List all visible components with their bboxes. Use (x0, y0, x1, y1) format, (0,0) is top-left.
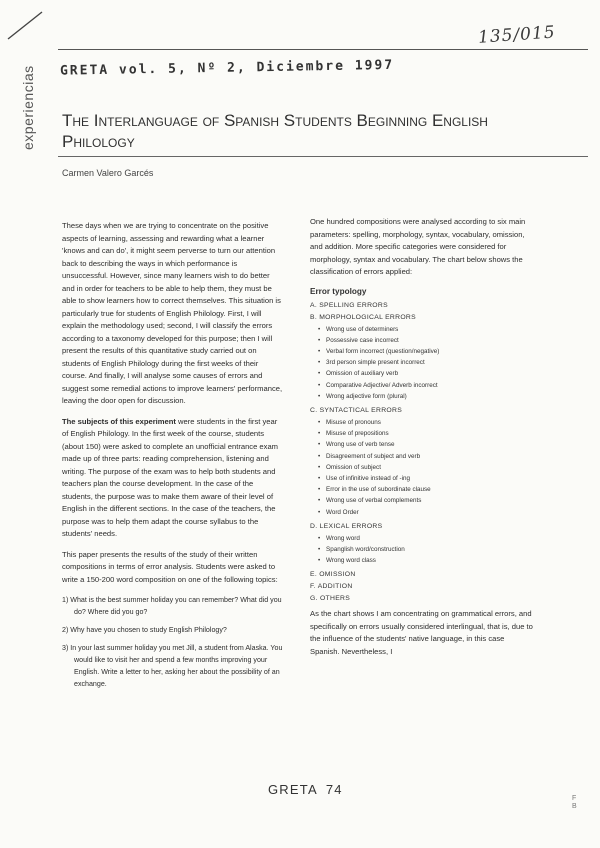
author-name: Carmen Valero Garcés (62, 168, 154, 178)
error-group-items (310, 417, 534, 518)
page-footer (268, 782, 343, 797)
left-column (62, 220, 284, 696)
error-group-label: D. LEXICAL ERRORS (310, 522, 383, 530)
page-number: 74 (325, 782, 343, 797)
article-title: The Interlanguage of Spanish Students Beginning English Philology (62, 111, 488, 151)
error-group-label: E. OMISSION (310, 571, 356, 579)
error-category-item: • Verbal form incorrect (question/negative) (310, 346, 534, 357)
error-category-item: • Comparative Adjective/ Adverb incorrect (310, 380, 534, 391)
section-label: experiencias (20, 65, 36, 150)
error-category-item: • Wrong use of verbal complements (310, 495, 534, 506)
corner-pen-mark (6, 8, 46, 42)
error-category-item: • Spanglish word/construction (310, 544, 534, 555)
paragraph: This paper presents the results of the study of their written compositions in terms of error analysis. Students were asked to write a 150-200 word composition on one of the following topics: (62, 549, 278, 584)
error-group-label: B. MORPHOLOGICAL ERRORS (310, 313, 416, 321)
error-group-label: F. ADDITION (310, 583, 353, 591)
edge-mark: B (572, 803, 577, 810)
paragraph-lead: The subjects of this experiment (62, 416, 176, 426)
topic-list (62, 594, 284, 690)
error-group-items (310, 324, 534, 402)
handwritten-reference: GRETA vol. 5, Nº 2, Diciembre 1997 (59, 57, 395, 79)
topic-item: 1) What is the best summer holiday you can remember? What did you do? Where did you go? (62, 596, 282, 616)
error-category-item: • Use of infinitive instead of -ing (310, 473, 534, 484)
error-category-item: • Possessive case incorrect (310, 335, 534, 346)
error-category-item: • Misuse of pronouns (310, 417, 534, 428)
error-group-label: C. SYNTACTICAL ERRORS (310, 406, 403, 414)
error-category-item: • Wrong word class (310, 555, 534, 566)
paragraph: One hundred compositions were analysed according to six main parameters: spelling, morphology, syntax, vocabulary, omission, and addition. More specific categories were considered for morphology, syntax and vocabulary. The chart below shows the classification of errors applied: (310, 217, 526, 276)
edge-marks (572, 795, 577, 811)
journal-name: GRETA (268, 782, 318, 797)
error-category-item: • Wrong adjective form (plural) (310, 391, 534, 402)
error-category-item: • Omission of subject (310, 462, 534, 473)
error-category-item: • Disagreement of subject and verb (310, 451, 534, 462)
title-rule (58, 156, 588, 157)
archive-number: 135/015 (477, 22, 557, 48)
paragraph: The subjects of this experiment were students in the first year of English Philology. In the first week of the course, students (about 150) were asked to complete an unofficial entrance exam made up of three parts: reading comprehension, listening and writing. The purpose of the exam was to help both students and teachers plan the course development. In the case of the students, the purpose was to make them aware of their level of English in the different sections. In the case of the teachers, the purpose was to help them adapt the course syllabus to the students' needs. (62, 416, 278, 538)
paragraph: As the chart shows I am concentrating on grammatical errors, and specifically on errors usually considered interlingual, that is, due to the influence of the students' native language, in this case Spanish. Nevertheless, I (310, 609, 533, 656)
error-category-item: • Wrong word (310, 533, 534, 544)
header-rule (58, 49, 588, 50)
error-group-label: A. SPELLING ERRORS (310, 301, 388, 309)
error-group-label: G. OTHERS (310, 595, 351, 603)
right-column (310, 216, 534, 666)
error-category-item: • Wrong use of determiners (310, 324, 534, 335)
edge-mark: F (572, 795, 577, 802)
topic-item: 2) Why have you chosen to study English Philology? (62, 626, 227, 634)
paragraph: These days when we are trying to concentrate on the positive aspects of learning, assessing and rewarding what a learner 'knows and can do', it might seem perverse to turn our attention back to describing the ways in which performance is unsuccessful. However, since many learners wish to do better and in order for teachers to be able to help them, they must be able to show learners how to correct themselves. This situation is particularly true for students of English Philology. First, I will explain the methodology used; second, I will classify the errors according to a taxonomy developed for this purpose; then I will present the results of this quantitative study carried out on students of English Philology during the first weeks of their course. And finally, I will analyse some causes of errors and suggest some remedial actions to improve learners' performance, leaving the door open for discussion. (62, 221, 283, 405)
error-category-item: • Wrong use of verb tense (310, 439, 534, 450)
error-category-item: • Omission of auxiliary verb (310, 368, 534, 379)
error-category-item: • Error in the use of subordinate clause (310, 484, 534, 495)
topic-item: 3) In your last summer holiday you met Jill, a student from Alaska. You would like to visit her and spend a few months improving your English. Write a letter to her, asking her about the possibility of an exchange. (62, 644, 283, 688)
error-category-item: • 3rd person simple present incorrect (310, 357, 534, 368)
error-group-items (310, 533, 534, 567)
error-category-item: • Word Order (310, 507, 534, 518)
error-category-item: • Misuse of prepositions (310, 428, 534, 439)
error-typology-list (310, 302, 534, 603)
error-typology-heading: Error typology (310, 286, 367, 296)
